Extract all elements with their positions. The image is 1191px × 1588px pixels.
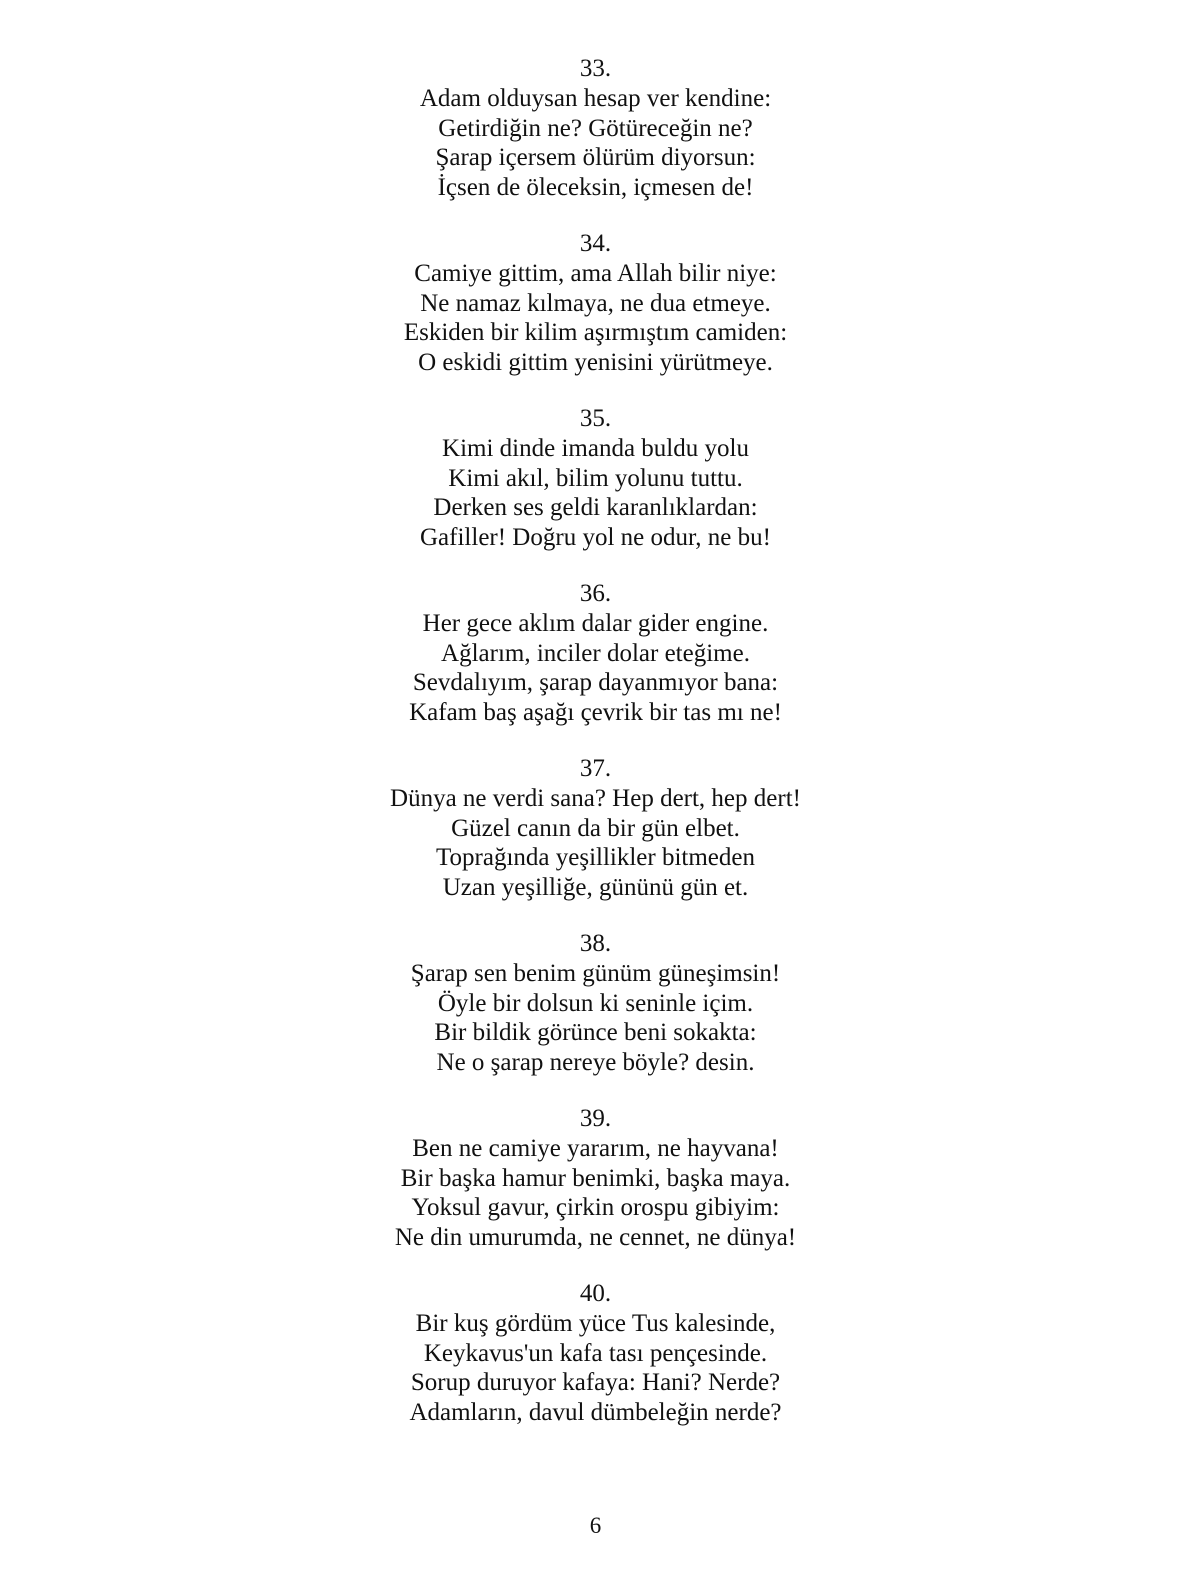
- verse-line: Sevdalıyım, şarap dayanmıyor bana:: [412, 669, 779, 696]
- verse-line: Ne o şarap nereye böyle? desin.: [436, 1048, 755, 1076]
- verse-line: Öyle bir dolsun ki seninle içim.: [437, 989, 754, 1017]
- quatrain-37: [0, 754, 1191, 929]
- quatrain-33: [0, 54, 1191, 229]
- verse-line: Güzel canın da bir gün elbet.: [451, 814, 740, 842]
- quatrain-36: [0, 579, 1191, 754]
- verse-line: Derken ses geldi karanlıklardan:: [433, 494, 758, 521]
- quatrain-number: 36.: [579, 580, 612, 607]
- quatrain-number: 38.: [579, 930, 612, 957]
- quatrain-list: [0, 54, 1191, 1454]
- verse-line: O eskidi gittim yenisini yürütmeye.: [418, 348, 773, 376]
- verse-line: Her gece aklım dalar gider engine.: [422, 610, 769, 637]
- verse-line: Gafiller! Doğru yol ne odur, ne bu!: [420, 523, 771, 551]
- verse-line: Uzan yeşilliğe, gününü gün et.: [442, 873, 749, 901]
- quatrain-number: 39.: [579, 1105, 612, 1132]
- verse-line: Şarap içersem ölürüm diyorsun:: [435, 144, 756, 171]
- verse-line: İçsen de öleceksin, içmesen de!: [437, 173, 754, 201]
- verse-line: Yoksul gavur, çirkin orospu gibiyim:: [411, 1194, 780, 1221]
- verse-line: Ne namaz kılmaya, ne dua etmeye.: [420, 289, 771, 317]
- quatrain-number: 35.: [579, 405, 612, 432]
- verse-line: Şarap sen benim günüm güneşimsin!: [410, 960, 781, 987]
- verse-line: Bir bildik görünce beni sokakta:: [434, 1019, 757, 1046]
- quatrain-number: 33.: [579, 55, 612, 82]
- verse-line: Camiye gittim, ama Allah bilir niye:: [414, 260, 777, 287]
- quatrain-34: [0, 229, 1191, 404]
- verse-line: Ağlarım, inciler dolar eteğime.: [441, 639, 750, 667]
- verse-line: Dünya ne verdi sana? Hep dert, hep dert!: [390, 785, 801, 812]
- verse-line: Toprağında yeşillikler bitmeden: [436, 844, 755, 871]
- quatrain-40: [0, 1279, 1191, 1454]
- verse-line: Kimi akıl, bilim yolunu tuttu.: [448, 464, 743, 492]
- verse-line: Adam olduysan hesap ver kendine:: [419, 85, 772, 112]
- verse-line: Keykavus'un kafa tası pençesinde.: [423, 1339, 768, 1367]
- quatrain-number: 34.: [579, 230, 612, 257]
- verse-line: Bir başka hamur benimki, başka maya.: [400, 1164, 791, 1192]
- quatrain-38: [0, 929, 1191, 1104]
- verse-line: Ben ne camiye yararım, ne hayvana!: [412, 1135, 779, 1162]
- quatrain-number: 37.: [579, 755, 612, 782]
- page-number: 6: [589, 1513, 602, 1538]
- quatrain-number: 40.: [579, 1280, 612, 1307]
- verse-line: Sorup duruyor kafaya: Hani? Nerde?: [410, 1369, 781, 1396]
- verse-line: Getirdiğin ne? Götüreceğin ne?: [438, 114, 753, 142]
- quatrain-35: [0, 404, 1191, 579]
- verse-line: Kafam baş aşağı çevrik bir tas mı ne!: [409, 698, 782, 726]
- verse-line: Adamların, davul dümbeleğin nerde?: [409, 1398, 782, 1426]
- verse-line: Ne din umurumda, ne cennet, ne dünya!: [394, 1223, 797, 1251]
- quatrain-39: [0, 1104, 1191, 1279]
- verse-line: Bir kuş gördüm yüce Tus kalesinde,: [415, 1310, 776, 1337]
- verse-line: Kimi dinde imanda buldu yolu: [442, 435, 749, 462]
- verse-line: Eskiden bir kilim aşırmıştım camiden:: [403, 319, 788, 346]
